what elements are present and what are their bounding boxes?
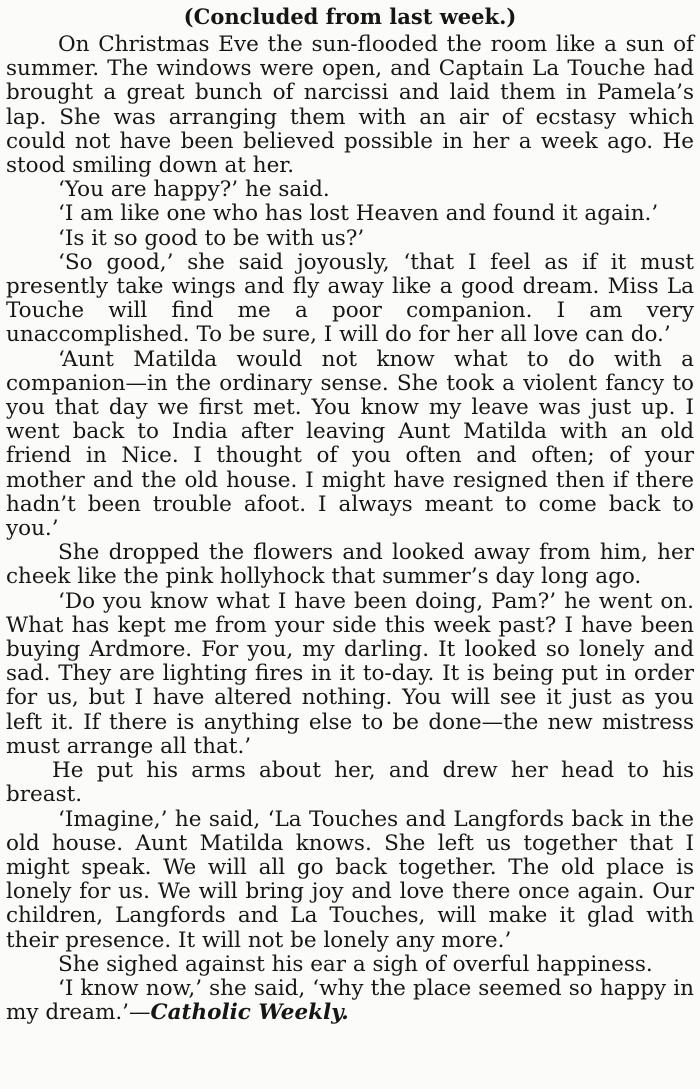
paragraph: ‘So good,’ she said joyously, ‘that I feel as if it must presently take wings and fly away like a good dream. Miss La Touche will find me a poor companion. I am very unaccomplished. To be sure, I will do for her all love can do.’ <box>6 249 694 348</box>
paragraph: ‘Do you know what I have been doing, Pam?’ he went on. What has kept me from your side this week past? I have been buying Ardmore. For you, my darling. It looked so lonely and sad. They are lighting fires in it to-day. It is being put in order for us, but I have altered nothing. You will see it just as you left it. If there is anything else to be done—the new mistress must arrange all that.’ <box>6 588 694 759</box>
paragraph: She sighed against his ear a sigh of overful happiness. <box>58 951 653 977</box>
paragraph: ‘Imagine,’ he said, ‘La Touches and Langfords back in the old house. Aunt Matilda knows. She left us together that I might speak. We will all go back together. The old place is lonely for us. We will bring joy and love there once again. Our children, Langfords and La Touches, will make it glad with their presence. It will not be lonely any more.’ <box>6 806 694 953</box>
paragraph: ‘I am like one who has lost Heaven and found it again.’ <box>58 201 659 227</box>
final-paragraph-text: ‘I know now,’ she said, ‘why the place seemed so happy in my dream.’— <box>6 975 694 1026</box>
story-text <box>6 33 694 1025</box>
paragraph: On Christmas Eve the sun-flooded the room like a sun of summer. The windows were open, and Captain La Touche had brought a great bunch of narcissi and laid them in Pamela’s lap. She was arranging them with an air of ecstasy which could not have been believed possible in her a week ago. He stood smiling down at her. <box>6 32 694 179</box>
paragraph: ‘Is it so good to be with us?’ <box>58 225 365 251</box>
paragraph: ‘You are happy?’ he said. <box>58 177 330 203</box>
source-byline: Catholic Weekly. <box>150 1000 349 1026</box>
paragraph: ‘Aunt Matilda would not know what to do with a companion—in the ordinary sense. She took a violent fancy to you that day we first met. You know my leave was just up. I went back to India after leaving Aunt Matilda with an old friend in Nice. I thought of you often and often; of your mother and the old house. I might have resigned then if there hadn’t been trouble afoot. I always meant to come back to you.’ <box>6 346 694 542</box>
continuation-heading: (Concluded from last week.) <box>183 4 517 29</box>
paragraph: She dropped the flowers and looked away from him, her cheek like the pink hollyhock that summer’s day long ago. <box>6 540 694 590</box>
final-paragraph <box>6 977 694 1025</box>
paragraph: He put his arms about her, and drew her head to his breast. <box>6 758 694 808</box>
